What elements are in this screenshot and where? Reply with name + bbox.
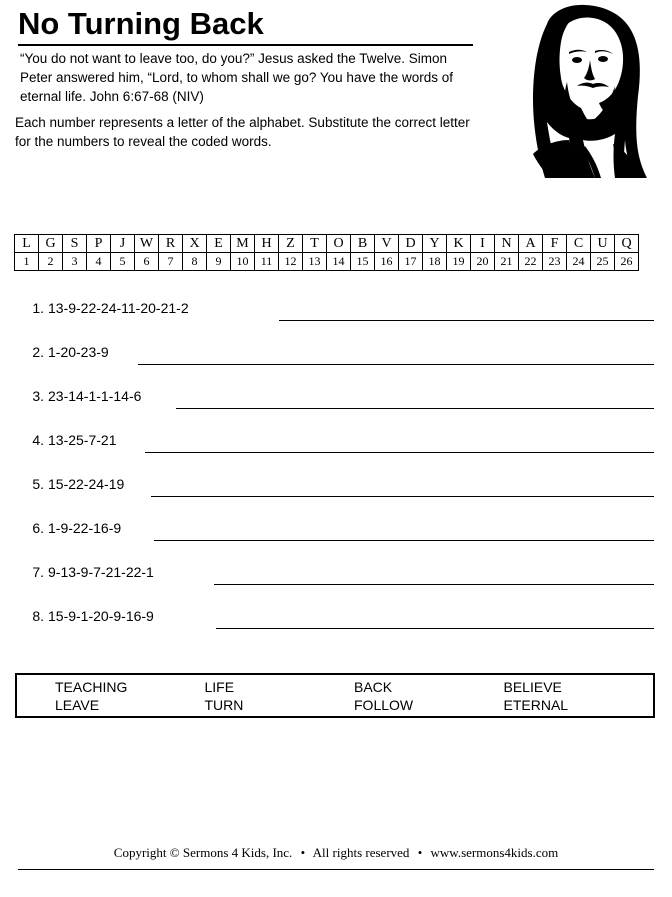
key-number: 6 bbox=[135, 253, 159, 271]
footer-copyright: Copyright © Sermons 4 Kids, Inc. bbox=[113, 845, 293, 860]
answer-blank[interactable] bbox=[145, 452, 654, 453]
key-number: 4 bbox=[87, 253, 111, 271]
word-bank-row bbox=[55, 678, 653, 696]
page-title: No Turning Back bbox=[18, 6, 264, 41]
key-letter: E bbox=[207, 235, 231, 253]
puzzle-item bbox=[18, 604, 654, 648]
item-code: 13-9-22-24-11-20-21-2 bbox=[48, 300, 189, 316]
key-numbers-row bbox=[15, 253, 639, 271]
answer-blank[interactable] bbox=[214, 584, 654, 585]
key-letter: T bbox=[303, 235, 327, 253]
item-code: 15-22-24-19 bbox=[48, 476, 125, 492]
word-bank-word: BELIEVE bbox=[503, 679, 562, 695]
key-number: 5 bbox=[111, 253, 135, 271]
puzzle-item bbox=[18, 472, 654, 516]
key-letter: V bbox=[375, 235, 399, 253]
item-code: 13-25-7-21 bbox=[48, 432, 117, 448]
jesus-portrait-illustration bbox=[489, 4, 661, 184]
key-letter: P bbox=[87, 235, 111, 253]
word-bank bbox=[15, 673, 655, 718]
word-bank-word: TEACHING bbox=[55, 679, 128, 695]
footer bbox=[0, 845, 672, 861]
key-number: 8 bbox=[183, 253, 207, 271]
footer-divider bbox=[18, 869, 654, 870]
item-number: 7. bbox=[32, 564, 44, 580]
word-bank-word: BACK bbox=[354, 679, 393, 695]
key-number: 17 bbox=[399, 253, 423, 271]
key-letter: D bbox=[399, 235, 423, 253]
puzzle-item bbox=[18, 340, 654, 384]
puzzle-item bbox=[18, 296, 654, 340]
instructions-text: Each number represents a letter of the alphabet. Substitute the correct letter for the numbers to reveal the coded words. bbox=[15, 115, 470, 149]
puzzle-list bbox=[18, 296, 654, 648]
key-letter: U bbox=[591, 235, 615, 253]
key-letter: M bbox=[231, 235, 255, 253]
key-letter: R bbox=[159, 235, 183, 253]
puzzle-item bbox=[18, 560, 654, 604]
item-code: 9-13-9-7-21-22-1 bbox=[48, 564, 154, 580]
key-number: 7 bbox=[159, 253, 183, 271]
key-number: 12 bbox=[279, 253, 303, 271]
key-letter: O bbox=[327, 235, 351, 253]
key-number: 2 bbox=[39, 253, 63, 271]
item-code: 1-20-23-9 bbox=[48, 344, 109, 360]
cipher-key-table bbox=[14, 234, 639, 271]
title-divider bbox=[18, 44, 473, 46]
word-bank-word: ETERNAL bbox=[503, 697, 569, 713]
footer-website[interactable]: www.sermons4kids.com bbox=[430, 845, 559, 860]
puzzle-item bbox=[18, 384, 654, 428]
key-letter: W bbox=[135, 235, 159, 253]
item-code: 1-9-22-16-9 bbox=[48, 520, 122, 536]
key-number: 9 bbox=[207, 253, 231, 271]
key-letter: K bbox=[447, 235, 471, 253]
item-code: 15-9-1-20-9-16-9 bbox=[48, 608, 154, 624]
puzzle-item bbox=[18, 428, 654, 472]
answer-blank[interactable] bbox=[176, 408, 654, 409]
item-code: 23-14-1-1-14-6 bbox=[48, 388, 142, 404]
bible-verse-text: “You do not want to leave too, do you?” Jesus asked the Twelve. Simon Peter answered him, “Lord, to whom shall we go? You have the words of eternal life. John 6:67-68 (NIV) bbox=[20, 51, 453, 104]
item-number: 8. bbox=[32, 608, 44, 624]
key-letter: G bbox=[39, 235, 63, 253]
key-number: 15 bbox=[351, 253, 375, 271]
word-bank-word: TURN bbox=[204, 697, 244, 713]
key-number: 10 bbox=[231, 253, 255, 271]
key-letter: C bbox=[567, 235, 591, 253]
key-letter: S bbox=[63, 235, 87, 253]
answer-blank[interactable] bbox=[216, 628, 654, 629]
key-number: 19 bbox=[447, 253, 471, 271]
key-number: 1 bbox=[15, 253, 39, 271]
key-letter: H bbox=[255, 235, 279, 253]
key-number: 22 bbox=[519, 253, 543, 271]
key-letter: F bbox=[543, 235, 567, 253]
key-letter: A bbox=[519, 235, 543, 253]
key-letter: Y bbox=[423, 235, 447, 253]
key-letter: I bbox=[471, 235, 495, 253]
key-letter: N bbox=[495, 235, 519, 253]
key-letters-row bbox=[15, 235, 639, 253]
answer-blank[interactable] bbox=[279, 320, 654, 321]
word-bank-word: FOLLOW bbox=[354, 697, 414, 713]
key-number: 13 bbox=[303, 253, 327, 271]
answer-blank[interactable] bbox=[151, 496, 654, 497]
footer-separator: • bbox=[417, 845, 423, 860]
key-number: 3 bbox=[63, 253, 87, 271]
key-number: 14 bbox=[327, 253, 351, 271]
key-number: 26 bbox=[615, 253, 639, 271]
key-number: 18 bbox=[423, 253, 447, 271]
answer-blank[interactable] bbox=[138, 364, 654, 365]
key-number: 25 bbox=[591, 253, 615, 271]
key-number: 21 bbox=[495, 253, 519, 271]
key-number: 24 bbox=[567, 253, 591, 271]
footer-rights: All rights reserved bbox=[312, 845, 410, 860]
key-letter: Q bbox=[615, 235, 639, 253]
key-letter: B bbox=[351, 235, 375, 253]
item-number: 5. bbox=[32, 476, 44, 492]
key-number: 16 bbox=[375, 253, 399, 271]
key-number: 23 bbox=[543, 253, 567, 271]
word-bank-row bbox=[55, 696, 653, 714]
key-number: 11 bbox=[255, 253, 279, 271]
item-number: 1. bbox=[32, 300, 44, 316]
word-bank-word: LEAVE bbox=[55, 697, 100, 713]
key-letter: X bbox=[183, 235, 207, 253]
footer-separator: • bbox=[300, 845, 306, 860]
key-letter: J bbox=[111, 235, 135, 253]
word-bank-word: LIFE bbox=[204, 679, 235, 695]
key-letter: Z bbox=[279, 235, 303, 253]
key-letter: L bbox=[15, 235, 39, 253]
key-number: 20 bbox=[471, 253, 495, 271]
item-number: 4. bbox=[32, 432, 44, 448]
item-number: 3. bbox=[32, 388, 44, 404]
item-number: 6. bbox=[32, 520, 44, 536]
answer-blank[interactable] bbox=[154, 540, 654, 541]
puzzle-item bbox=[18, 516, 654, 560]
item-number: 2. bbox=[32, 344, 44, 360]
